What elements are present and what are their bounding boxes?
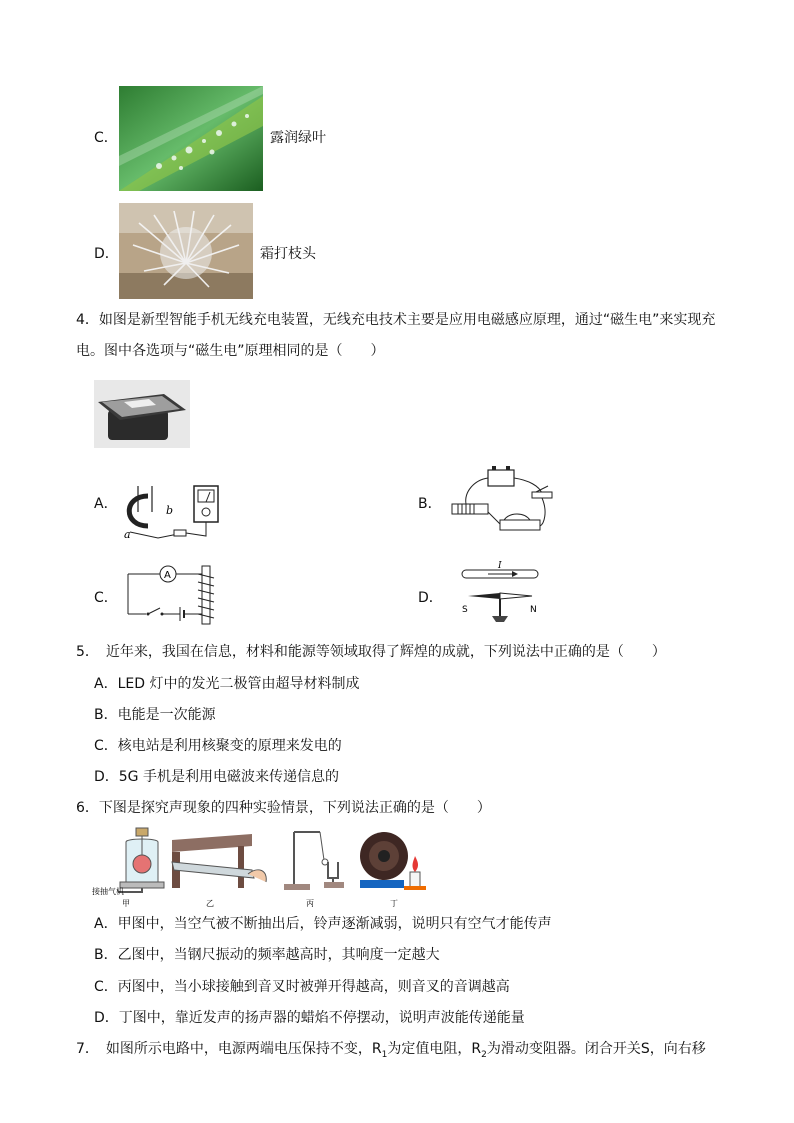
dewy-leaf-photo (119, 86, 263, 191)
q5-option-a: A．LED 灯中的发光二极管由超导材料制成 (94, 676, 360, 692)
q6-option-d: D．丁图中，靠近发声的扬声器的蜡焰不停摆动，说明声波能传递能量 (94, 1010, 525, 1026)
q7-r1-subscript: 1 (381, 1049, 388, 1060)
n-pole-label: N (530, 605, 537, 615)
q7-stem-part2: 为定值电阻，R (387, 1041, 482, 1057)
fig-label-bing: 丙 (306, 899, 314, 908)
q4-figure-b-electromagnet (444, 464, 556, 536)
option-c-letter: C． (94, 130, 118, 146)
fig-label-jia: 甲 (122, 899, 130, 908)
q4-option-a-letter: A． (94, 496, 118, 512)
q4-figure-c-circuit (122, 560, 222, 630)
q5-option-d: D．5G 手机是利用电磁波来传递信息的 (94, 769, 339, 785)
wireless-charger-image (94, 380, 190, 448)
frosted-branch-photo (119, 203, 253, 299)
q5-stem: 5． 近年来，我国在信息，材料和能源等领域取得了辉煌的成就，下列说法中正确的是（ ） (76, 644, 666, 660)
q7-r2-subscript: 2 (481, 1049, 487, 1060)
q6-stem: 6．下图是探究声现象的四种实验情景，下列说法正确的是（ ） (76, 800, 491, 816)
s-pole-label: S (462, 605, 468, 615)
q6-experiment-figures (92, 826, 442, 908)
option-c-caption: 露润绿叶 (270, 130, 326, 146)
q6-option-b: B．乙图中，当钢尺振动的频率越高时，其响度一定越大 (94, 947, 440, 963)
q5-option-b: B．电能是一次能源 (94, 707, 216, 723)
q4-option-d-letter: D． (418, 590, 443, 606)
option-d-caption: 霜打枝头 (260, 246, 316, 262)
q4-figure-d-oersted (458, 560, 542, 624)
q4-option-c-letter: C． (94, 590, 118, 606)
fig-label-ding: 丁 (390, 899, 398, 908)
label-a: a (124, 528, 131, 541)
label-b: b (166, 504, 174, 517)
q5-option-c: C．核电站是利用核聚变的原理来发电的 (94, 738, 342, 754)
q7-stem-part3: 为滑动变阻器。闭合开关S，向右移 (486, 1041, 706, 1057)
fig-label-yi: 乙 (206, 899, 214, 908)
pump-label: 接抽气机 (92, 887, 124, 896)
q7-stem-part1: 7． 如图所示电路中，电源两端电压保持不变，R (76, 1041, 382, 1057)
option-d-letter: D． (94, 246, 119, 262)
q6-option-c: C．丙图中，当小球接触到音叉时被弹开得越高，则音叉的音调越高 (94, 979, 510, 995)
current-label: I (498, 561, 502, 571)
q6-option-a: A．甲图中，当空气被不断抽出后，铃声逐渐减弱，说明只有空气才能传声 (94, 916, 552, 932)
q4-stem-line2: 电。图中各选项与“磁生电”原理相同的是（ ） (76, 343, 385, 359)
q4-option-b-letter: B． (418, 496, 442, 512)
q7-stem (76, 1039, 706, 1065)
ammeter-label: A (164, 570, 171, 581)
q4-stem-line1: 4．如图是新型智能手机无线充电装置，无线充电技术主要是应用电磁感应原理，通过“磁生电”来实现充 (76, 312, 716, 328)
q4-figure-a-generator (118, 478, 222, 548)
